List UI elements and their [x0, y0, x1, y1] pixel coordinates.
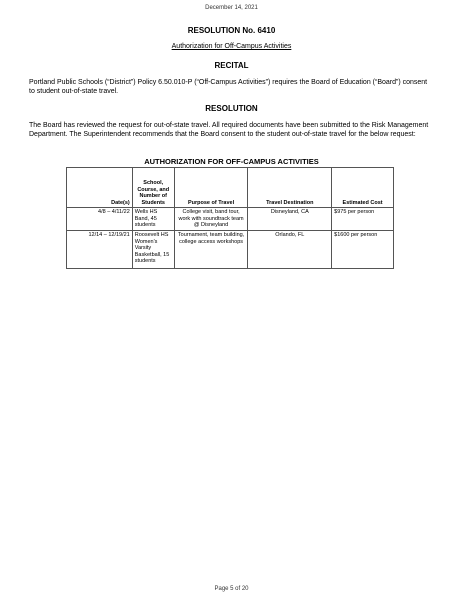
resolution-number: RESOLUTION No. 6410 [187, 26, 276, 35]
page-date: December 14, 2021 [205, 5, 258, 11]
authorization-table [66, 167, 394, 269]
table-title: AUTHORIZATION FOR OFF-CAMPUS ACTIVITIES [144, 157, 319, 166]
cell-purpose: Tournament, team building, college access workshops [174, 231, 248, 269]
page-number: Page 5 of 20 [214, 586, 249, 592]
recital-text: Portland Public Schools (“District”) Policy 6.50.010-P (“Off-Campus Activities”) requires the Board of Education (“Board”) consent to student out-of-state travel. [29, 79, 428, 95]
table-header-row [67, 168, 394, 208]
cell-school: Roosevelt HS Women's Varsity Basketball, 15 students [132, 231, 174, 269]
header-destination: Travel Destination [248, 168, 332, 208]
resolution-subject: Authorization for Off-Campus Activities [171, 43, 292, 50]
header-cost: Estimated Cost [332, 168, 394, 208]
cell-cost: $1600 per person [332, 231, 394, 269]
cell-date: 4/8 – 4/11/22 [67, 208, 133, 231]
cell-destination: Disneyland, CA [248, 208, 332, 231]
resolution-text: The Board has reviewed the request for out-of-state travel. All required documents have been submitted to the Risk Management Department. The Superintendent recommends that the Board consent to the student out-of-state travel for the below request: [29, 122, 429, 138]
cell-date: 12/14 – 12/19/21 [67, 231, 133, 269]
header-school: School, Course, and Number of Students [132, 168, 174, 208]
header-date: Date(s) [67, 168, 133, 208]
table-row [67, 208, 394, 231]
resolution-heading: RESOLUTION [205, 104, 258, 113]
header-purpose: Purpose of Travel [174, 168, 248, 208]
recital-heading: RECITAL [214, 61, 249, 70]
table-row [67, 231, 394, 269]
cell-cost: $975 per person [332, 208, 394, 231]
cell-destination: Orlando, FL [248, 231, 332, 269]
cell-purpose: College visit, band tour, work with soundtrack team @ Disneyland [174, 208, 248, 231]
cell-school: Wells HS Band, 45 students [132, 208, 174, 231]
